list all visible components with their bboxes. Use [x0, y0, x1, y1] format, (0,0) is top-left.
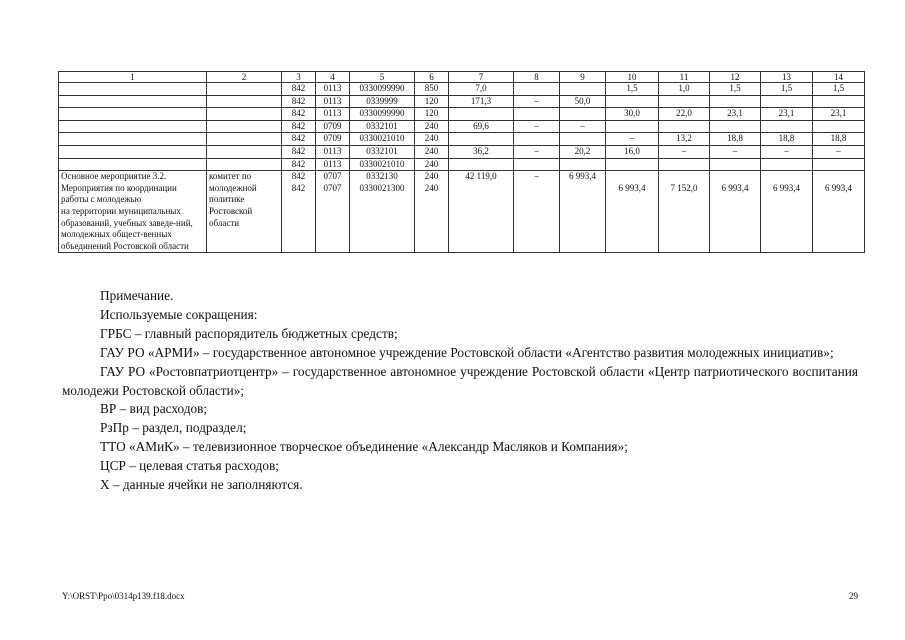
table-cell — [207, 145, 282, 158]
table-cell: 0113 — [316, 95, 350, 108]
table-cell: 1,5 — [813, 83, 865, 96]
table-cell: 240 — [415, 120, 449, 133]
column-header: 4 — [316, 72, 350, 83]
table-cell: 120 — [415, 95, 449, 108]
table-row — [59, 83, 865, 96]
table-cell — [449, 158, 514, 171]
table-cell — [59, 83, 207, 96]
table-cell: 1,0 — [659, 83, 710, 96]
table-cell — [514, 158, 560, 171]
table-row — [59, 158, 865, 171]
table-cell: 240 — [415, 145, 449, 158]
table-row — [59, 120, 865, 133]
table-cell — [59, 108, 207, 121]
table-cell — [514, 83, 560, 96]
table-cell: 0330021010 — [350, 133, 415, 146]
column-header: 6 — [415, 72, 449, 83]
table-cell: – — [514, 145, 560, 158]
abbreviation-list — [62, 325, 858, 495]
table-cell — [207, 158, 282, 171]
table-cell: 0707 0707 — [316, 171, 350, 253]
abbreviation-item: РзПр – раздел, подраздел; — [100, 420, 247, 436]
notes-section — [62, 287, 858, 495]
table-cell — [813, 95, 865, 108]
abbreviation-item: Х – данные ячейки не заполняются. — [100, 477, 303, 493]
table-cell — [761, 95, 813, 108]
column-header: 2 — [207, 72, 282, 83]
table-cell — [449, 133, 514, 146]
column-header: 11 — [659, 72, 710, 83]
table-cell: 842 — [282, 95, 316, 108]
table-row — [59, 108, 865, 121]
table-cell: 0709 — [316, 133, 350, 146]
column-header: 8 — [514, 72, 560, 83]
table-cell: 0330099990 — [350, 83, 415, 96]
table-cell: – — [514, 95, 560, 108]
column-header: 10 — [606, 72, 659, 83]
table-cell — [606, 158, 659, 171]
table-cell — [59, 145, 207, 158]
table-cell — [449, 108, 514, 121]
table-cell: 18,8 — [710, 133, 761, 146]
table-cell — [59, 120, 207, 133]
table-cell — [560, 158, 606, 171]
table-cell: 0113 — [316, 108, 350, 121]
table-cell: – — [761, 145, 813, 158]
table-cell: – — [659, 145, 710, 158]
table-cell — [761, 158, 813, 171]
abbreviation-item: ВР – вид расходов; — [100, 401, 208, 417]
table-cell: 0332101 — [350, 120, 415, 133]
table-cell: 0113 — [316, 83, 350, 96]
table-cell: 120 — [415, 108, 449, 121]
abbreviation-item: ГАУ РО «Ростовпатриотцентр» – государственное автономное учреждение Ростовской области «Центр патриотического воспитания молодежи Ростовской области»; — [62, 363, 858, 398]
column-header: 3 — [282, 72, 316, 83]
table-cell: 23,1 — [813, 108, 865, 121]
table-cell: 42 119,0 — [449, 171, 514, 253]
table-cell: 240 240 — [415, 171, 449, 253]
table-cell: 6 993,4 — [813, 171, 865, 253]
table-cell — [606, 95, 659, 108]
table-cell: 6 993,4 — [606, 171, 659, 253]
table-cell: 0332101 — [350, 145, 415, 158]
table-cell: 13,2 — [659, 133, 710, 146]
table-cell: 18,8 — [761, 133, 813, 146]
table-cell — [207, 133, 282, 146]
table-cell: 842 — [282, 120, 316, 133]
page-number: 29 — [849, 591, 858, 601]
table-row — [59, 171, 865, 253]
table-cell — [710, 120, 761, 133]
table-cell: – — [606, 133, 659, 146]
column-header: 12 — [710, 72, 761, 83]
table-cell — [560, 108, 606, 121]
table-cell: 22,0 — [659, 108, 710, 121]
column-header: 7 — [449, 72, 514, 83]
notes-intro: Используемые сокращения: — [100, 306, 258, 322]
table-cell: 842 — [282, 145, 316, 158]
abbreviation-item: ТТО «АМиК» – телевизионное творческое объединение «Александр Масляков и Компания»; — [100, 439, 628, 455]
table-cell: – — [560, 120, 606, 133]
table-row — [59, 133, 865, 146]
table-cell: 6 993,4 — [560, 171, 606, 253]
table-cell: 0330099990 — [350, 108, 415, 121]
table-cell — [659, 95, 710, 108]
table-cell: 30,0 — [606, 108, 659, 121]
column-header: 14 — [813, 72, 865, 83]
abbreviation-item: ГАУ РО «АРМИ» – государственное автономное учреждение Ростовской области «Агентство развития молодежных инициатив»; — [100, 344, 834, 360]
table-cell: 1,5 — [606, 83, 659, 96]
table-cell — [207, 95, 282, 108]
table-cell — [659, 120, 710, 133]
table-cell: – — [813, 145, 865, 158]
column-header: 1 — [59, 72, 207, 83]
table-cell — [207, 120, 282, 133]
table-cell — [659, 158, 710, 171]
table-cell: 23,1 — [710, 108, 761, 121]
table-cell: 6 993,4 — [710, 171, 761, 253]
table-row — [59, 145, 865, 158]
table-cell: 240 — [415, 158, 449, 171]
notes-title: Примечание. — [100, 288, 174, 303]
table-cell — [761, 120, 813, 133]
table-header-row — [59, 72, 865, 83]
table-cell: 69,6 — [449, 120, 514, 133]
table-cell: 23,1 — [761, 108, 813, 121]
table-cell: 6 993,4 — [761, 171, 813, 253]
table-cell: 0113 — [316, 158, 350, 171]
column-header: 9 — [560, 72, 606, 83]
table-cell — [710, 158, 761, 171]
table-cell: 842 842 — [282, 171, 316, 253]
table-cell: – — [710, 145, 761, 158]
table-row — [59, 95, 865, 108]
table-cell: Основное мероприятие 3.2. Мероприятия по координации работы с молодежью на территории муниципальных образований, учебных заведе-ний, молодежных общест-венных объединений Ростовской области — [59, 171, 207, 253]
table-cell: – — [514, 171, 560, 253]
table-cell: комитет по молодежной политике Ростовской области — [207, 171, 282, 253]
table-cell: 18,8 — [813, 133, 865, 146]
table-cell — [514, 133, 560, 146]
table-cell: 0113 — [316, 145, 350, 158]
abbreviation-item: ЦСР – целевая статья расходов; — [100, 458, 279, 474]
table-cell: – — [514, 120, 560, 133]
table-cell: 7,0 — [449, 83, 514, 96]
table-cell: 36,2 — [449, 145, 514, 158]
abbreviation-item: ГРБС – главный распорядитель бюджетных средств; — [100, 325, 398, 341]
table-cell — [710, 95, 761, 108]
table-cell: 842 — [282, 133, 316, 146]
table-cell — [207, 108, 282, 121]
table-cell — [59, 95, 207, 108]
table-cell — [813, 158, 865, 171]
table-cell: 240 — [415, 133, 449, 146]
table-cell — [560, 83, 606, 96]
table-cell — [514, 108, 560, 121]
table-cell — [606, 120, 659, 133]
table-body — [59, 83, 865, 253]
table-cell: 50,0 — [560, 95, 606, 108]
file-path: Y:\ORST\Ppo\0314p139.f18.docx — [62, 591, 185, 601]
table-cell — [59, 158, 207, 171]
table-cell — [59, 133, 207, 146]
table-cell: 850 — [415, 83, 449, 96]
table-cell: 842 — [282, 83, 316, 96]
table-cell: 16,0 — [606, 145, 659, 158]
table-cell: 1,5 — [761, 83, 813, 96]
table-cell: 0330021010 — [350, 158, 415, 171]
table-cell: 7 152,0 — [659, 171, 710, 253]
table-cell: 842 — [282, 108, 316, 121]
column-header: 13 — [761, 72, 813, 83]
table-cell: 0339999 — [350, 95, 415, 108]
table-cell: 171,3 — [449, 95, 514, 108]
table-cell — [813, 120, 865, 133]
table-cell — [560, 133, 606, 146]
table-cell: 20,2 — [560, 145, 606, 158]
table-cell: 0332130 0330021300 — [350, 171, 415, 253]
budget-table — [58, 71, 865, 253]
table-cell — [207, 83, 282, 96]
table-cell: 842 — [282, 158, 316, 171]
column-header: 5 — [350, 72, 415, 83]
table-cell: 1,5 — [710, 83, 761, 96]
table-cell: 0709 — [316, 120, 350, 133]
